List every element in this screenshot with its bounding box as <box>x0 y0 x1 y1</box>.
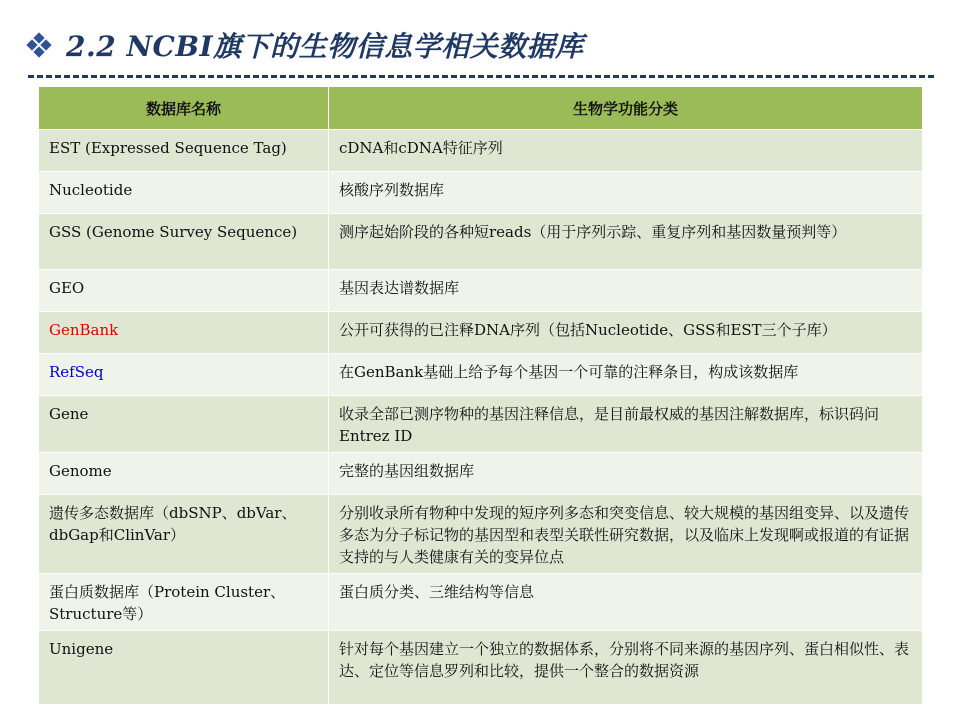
db-function-cell: 基因表达谱数据库 <box>329 270 923 312</box>
db-name-cell: GenBank <box>39 312 329 354</box>
db-name-cell: GEO <box>39 270 329 312</box>
table-row <box>39 631 923 705</box>
db-name-cell: RefSeq <box>39 354 329 396</box>
db-function-cell: 收录全部已测序物种的基因注释信息，是目前最权威的基因注解数据库，标识码问Entrez ID <box>329 396 923 453</box>
table-row <box>39 354 923 396</box>
diamond-bullet-icon <box>28 34 50 56</box>
table-row <box>39 172 923 214</box>
db-name-cell: Gene <box>39 396 329 453</box>
table-header-row <box>39 87 923 130</box>
db-function-cell: 公开可获得的已注释DNA序列（包括Nucleotide、GSS和EST三个子库） <box>329 312 923 354</box>
header-db-name: 数据库名称 <box>39 87 329 130</box>
db-function-cell: 完整的基因组数据库 <box>329 453 923 495</box>
slide-header <box>28 22 584 68</box>
table-row <box>39 130 923 172</box>
table-row <box>39 312 923 354</box>
table-row <box>39 270 923 312</box>
db-name-cell: EST (Expressed Sequence Tag) <box>39 130 329 172</box>
table-row <box>39 453 923 495</box>
db-name-cell: Genome <box>39 453 329 495</box>
db-name-cell: GSS (Genome Survey Sequence) <box>39 214 329 270</box>
db-function-cell: cDNA和cDNA特征序列 <box>329 130 923 172</box>
title-divider <box>28 75 934 78</box>
table-row <box>39 396 923 453</box>
db-function-cell: 分别收录所有物种中发现的短序列多态和突变信息、较大规模的基因组变异、以及遗传多态为分子标记物的基因型和表型关联性研究数据，以及临床上发现啊或报道的有证据支持的与人类健康有关的变异位点 <box>329 495 923 574</box>
slide-title: 2.2 NCBI旗下的生物信息学相关数据库 <box>66 30 584 63</box>
db-function-cell: 针对每个基因建立一个独立的数据体系，分别将不同来源的基因序列、蛋白相似性、表达、定位等信息罗列和比较，提供一个整合的数据资源 <box>329 631 923 705</box>
db-name-cell: 蛋白质数据库（Protein Cluster、Structure等） <box>39 574 329 631</box>
table-body <box>39 130 923 705</box>
database-table <box>38 86 923 705</box>
db-name-cell: 遗传多态数据库（dbSNP、dbVar、dbGap和ClinVar） <box>39 495 329 574</box>
table-row <box>39 214 923 270</box>
db-function-cell: 测序起始阶段的各种短reads（用于序列示踪、重复序列和基因数量预判等） <box>329 214 923 270</box>
header-function: 生物学功能分类 <box>329 87 923 130</box>
db-name-cell: Unigene <box>39 631 329 705</box>
table-row <box>39 495 923 574</box>
db-name-cell: Nucleotide <box>39 172 329 214</box>
db-function-cell: 核酸序列数据库 <box>329 172 923 214</box>
db-function-cell: 在GenBank基础上给予每个基因一个可靠的注释条目，构成该数据库 <box>329 354 923 396</box>
table-row <box>39 574 923 631</box>
db-function-cell: 蛋白质分类、三维结构等信息 <box>329 574 923 631</box>
